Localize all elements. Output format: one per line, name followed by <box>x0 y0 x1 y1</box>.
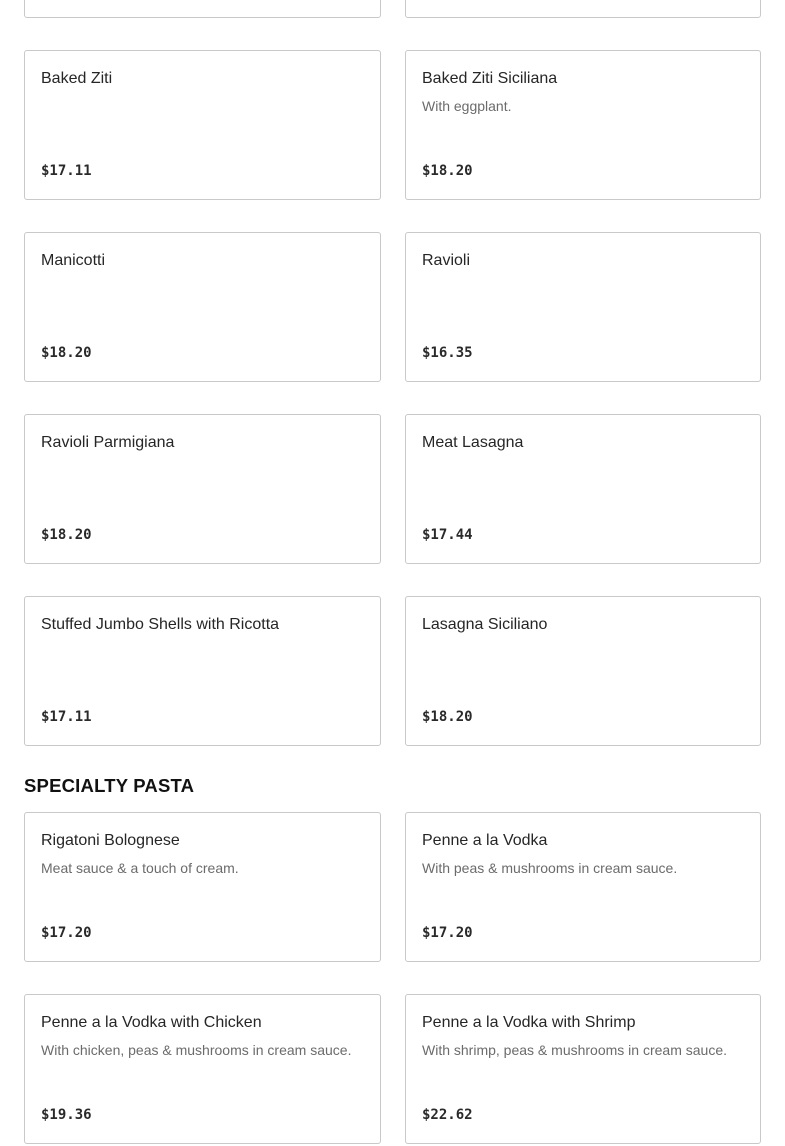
menu-item-name: Rigatoni Bolognese <box>41 832 180 849</box>
menu-list <box>24 0 761 1144</box>
section-heading: SPECIALTY PASTA <box>24 775 195 796</box>
menu-item-price: $22.62 <box>422 1107 473 1123</box>
menu-item-name: Baked Ziti Siciliana <box>422 70 558 87</box>
menu-item-card[interactable] <box>24 0 381 18</box>
menu-item-description: Meat sauce & a touch of cream. <box>41 860 239 876</box>
menu-item-card[interactable] <box>405 994 761 1144</box>
menu-item-price: $18.20 <box>422 709 473 725</box>
menu-item-grid <box>24 0 761 746</box>
menu-item-description: With chicken, peas & mushrooms in cream sauce. <box>41 1042 352 1058</box>
menu-item-price: $18.20 <box>41 527 92 543</box>
menu-item-card[interactable] <box>405 0 761 18</box>
menu-item-price: $17.11 <box>41 709 92 725</box>
menu-item-card[interactable] <box>24 414 381 564</box>
menu-item-price: $18.20 <box>41 345 92 361</box>
menu-item-name: Baked Ziti <box>41 70 113 87</box>
menu-item-name: Penne a la Vodka <box>422 832 548 849</box>
menu-item-grid <box>24 812 761 1144</box>
menu-item-card[interactable] <box>24 596 381 746</box>
menu-item-price: $17.20 <box>41 925 92 941</box>
menu-item-description: With eggplant. <box>422 98 512 114</box>
menu-item-name: Penne a la Vodka with Chicken <box>41 1014 262 1031</box>
menu-item-name: Stuffed Jumbo Shells with Ricotta <box>41 616 280 633</box>
menu-item-name: Lasagna Siciliano <box>422 616 548 633</box>
menu-item-description: With peas & mushrooms in cream sauce. <box>422 860 678 876</box>
menu-item-card[interactable] <box>24 50 381 200</box>
menu-item-card[interactable] <box>405 50 761 200</box>
menu-item-card[interactable] <box>405 812 761 962</box>
menu-item-card[interactable] <box>24 994 381 1144</box>
menu-item-name: Meat Lasagna <box>422 434 524 451</box>
menu-item-price: $17.20 <box>422 925 473 941</box>
menu-item-name: Manicotti <box>41 252 106 269</box>
menu-item-name: Ravioli Parmigiana <box>41 434 175 451</box>
menu-item-card[interactable] <box>405 596 761 746</box>
menu-item-card[interactable] <box>24 232 381 382</box>
menu-item-card[interactable] <box>24 812 381 962</box>
menu-item-card[interactable] <box>405 232 761 382</box>
menu-item-price: $17.11 <box>41 163 92 179</box>
menu-item-card[interactable] <box>405 414 761 564</box>
menu-item-description: With shrimp, peas & mushrooms in cream sauce. <box>422 1042 727 1058</box>
menu-item-name: Ravioli <box>422 252 471 269</box>
menu-item-price: $17.44 <box>422 527 473 543</box>
menu-item-price: $18.20 <box>422 163 473 179</box>
menu-item-price: $19.36 <box>41 1107 92 1123</box>
menu-item-price: $16.35 <box>422 345 473 361</box>
menu-item-name: Penne a la Vodka with Shrimp <box>422 1014 636 1031</box>
